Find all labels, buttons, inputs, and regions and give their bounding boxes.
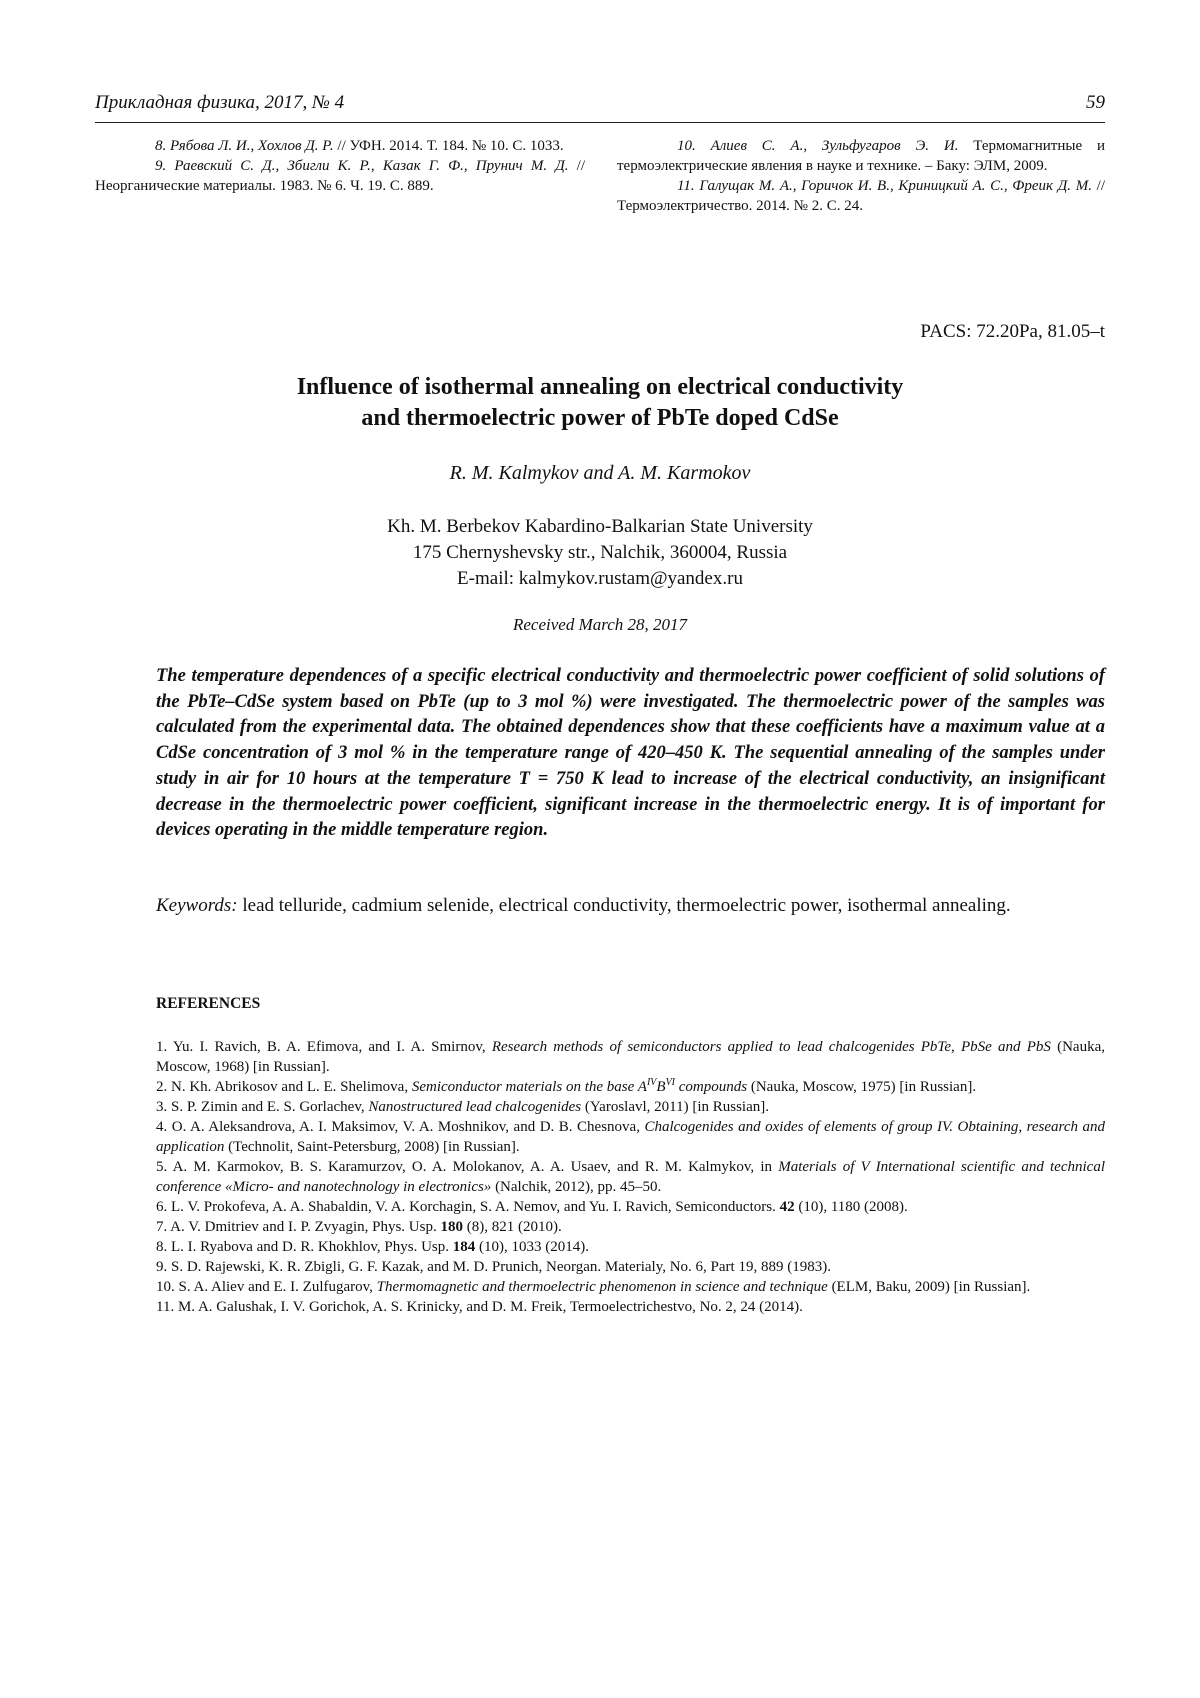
reference-authors: 8. Рябова Л. И., Хохлов Д. Р.: [155, 138, 334, 154]
page-number: 59: [1086, 92, 1105, 113]
running-head: [95, 92, 1105, 123]
reference-item: [156, 1037, 1105, 1077]
article-title-line: Influence of isothermal annealing on electrical conductivity: [296, 374, 904, 400]
reference-title: Chalcogenides and oxides of elements of group IV. Obtaining, research and application: [156, 1119, 1105, 1155]
reference-authors: 9. Раевский С. Д., Збигли К. Р., Казак Г. Ф., Прунич М. Д.: [155, 158, 569, 174]
reference-volume: 180: [440, 1219, 463, 1235]
reference-authors: 1. Yu. I. Ravich, B. A. Efimova, and I. A. Smirnov,: [156, 1039, 492, 1055]
reference-title-part: B: [656, 1079, 666, 1095]
affiliation-email: E-mail: kalmykov.rustam@yandex.ru: [457, 568, 743, 589]
reference-title: Research methods of semiconductors applied to lead chalcogenides PbTe, PbSe and PbS: [491, 1039, 1051, 1055]
reference-title-part: Semiconductor materials on the base A: [411, 1079, 647, 1095]
reference-item: 11. M. A. Galushak, I. V. Gorichok, A. S. Krinicky, and D. M. Freik, Termoelectrichestvo, No. 2, 24 (2014).: [156, 1299, 803, 1315]
reference-item: [156, 1077, 1105, 1097]
reference-authors: 3. S. P. Zimin and E. S. Gorlachev,: [156, 1099, 369, 1115]
affiliation-address: 175 Chernyshevsky str., Nalchik, 360004, Russia: [412, 542, 788, 563]
article-title: [120, 372, 1080, 434]
superscript: VI: [665, 1077, 676, 1088]
reference-source: // Неорганические материалы. 1983. № 6. Ч. 19. С. 889.: [95, 158, 585, 194]
affiliation: [200, 514, 1000, 592]
previous-reference-item: [617, 176, 1105, 216]
reference-title: [412, 1079, 747, 1095]
reference-authors: 10. Алиев С. А., Зульфугаров Э. И.: [677, 138, 959, 154]
reference-item: [156, 1197, 1105, 1217]
superscript: IV: [646, 1077, 657, 1088]
reference-authors: 8. L. I. Ryabova and D. R. Khokhlov, Phys. Usp.: [156, 1239, 453, 1255]
reference-item: [156, 1217, 1105, 1237]
references-heading: REFERENCES: [156, 995, 261, 1012]
reference-volume: 42: [779, 1199, 795, 1215]
reference-volume: 184: [452, 1239, 476, 1255]
reference-publisher: (Nauka, Moscow, 1975) [in Russian].: [747, 1079, 977, 1095]
reference-pages: (8), 821 (2010).: [462, 1219, 562, 1235]
reference-authors: 5. A. M. Karmokov, B. S. Karamurzov, O. A. Molokanov, A. A. Usaev, and R. M. Kalmykov, in: [156, 1159, 779, 1175]
reference-publisher: (Yaroslavl, 2011) [in Russian].: [581, 1099, 770, 1115]
reference-publisher: (Nalchik, 2012), pp. 45–50.: [491, 1179, 662, 1195]
reference-authors: 2. N. Kh. Abrikosov and L. E. Shelimova,: [156, 1079, 412, 1095]
reference-item: 9. S. D. Rajewski, K. R. Zbigli, G. F. Kazak, and M. D. Prunich, Neorgan. Materialy, No. 6, Part 19, 889 (1983).: [156, 1259, 831, 1275]
abstract: The temperature dependences of a specific electrical conductivity and thermoelectric power coefficient of solid solutions of the PbTe–CdSe system based on PbTe (up to 3 mol %) were investigated. The thermoelectric power of the samples was calculated from the experimental data. The obtained dependences show that these coefficients have a maximum value at a CdSe concentration of 3 mol % in the temperature range of 420–450 K. The sequential annealing of the samples under study in air for 10 hours at the temperature T = 750 K lead to increase of the electrical conductivity, an insignificant decrease in the thermoelectric power coefficient, significant increase in the thermoelectric energy. It is of important for devices operating in the middle temperature region.: [156, 666, 1105, 841]
reference-title: Nanostructured lead chalcogenides: [368, 1099, 582, 1115]
reference-authors: 6. L. V. Prokofeva, A. A. Shabaldin, V. A. Korchagin, S. A. Nemov, and Yu. I. Ravich, Semiconductors.: [156, 1199, 780, 1215]
previous-reference-item: [95, 136, 585, 156]
reference-item: [156, 1237, 1105, 1257]
reference-pages: (10), 1033 (2014).: [475, 1239, 589, 1255]
received-date: Received March 28, 2017: [512, 615, 688, 634]
reference-item: [156, 1117, 1105, 1157]
reference-item: [156, 1157, 1105, 1197]
reference-source: // Термоэлектричество. 2014. № 2. С. 24.: [617, 178, 1105, 214]
reference-authors: 4. O. A. Aleksandrova, A. I. Maksimov, V. A. Moshnikov, and D. B. Chesnova,: [156, 1119, 645, 1135]
reference-pages: (10), 1180 (2008).: [794, 1199, 908, 1215]
keywords: [156, 893, 1105, 919]
references-list: [156, 1037, 1105, 1317]
reference-publisher: (Nauka, Moscow, 1968) [in Russian].: [156, 1039, 1105, 1075]
reference-title-part: compounds: [675, 1079, 748, 1095]
reference-authors: 7. A. V. Dmitriev and I. P. Zvyagin, Phys. Usp.: [156, 1219, 441, 1235]
pacs-codes: PACS: 72.20Pa, 81.05–t: [920, 321, 1105, 342]
reference-source: Термомагнитные и термоэлектрические явления в науке и технике. – Баку: ЭЛМ, 2009.: [617, 138, 1105, 174]
previous-references-left-column: [95, 136, 585, 196]
reference-authors: 10. S. A. Aliev and E. I. Zulfugarov,: [156, 1279, 377, 1295]
reference-item: [156, 1277, 1105, 1297]
previous-reference-item: [95, 156, 585, 196]
affiliation-institution: Kh. M. Berbekov Kabardino-Balkarian State University: [387, 516, 813, 537]
reference-item: [156, 1097, 1105, 1117]
keywords-text: lead telluride, cadmium selenide, electrical conductivity, thermoelectric power, isothermal annealing.: [237, 895, 1011, 916]
reference-publisher: (Technolit, Saint-Petersburg, 2008) [in Russian].: [224, 1139, 520, 1155]
journal-name: Прикладная физика, 2017, № 4: [95, 92, 345, 113]
previous-references-right-column: [617, 136, 1105, 216]
keywords-label: Keywords:: [156, 895, 238, 916]
reference-publisher: (ELM, Baku, 2009) [in Russian].: [827, 1279, 1031, 1295]
reference-title: Thermomagnetic and thermoelectric phenomenon in science and technique: [376, 1279, 828, 1295]
article-title-line: and thermoelectric power of PbTe doped CdSe: [361, 405, 839, 431]
reference-title: Materials of V International scientific and technical conference «Micro- and nanotechnology in electronics»: [156, 1159, 1105, 1195]
previous-reference-item: [617, 136, 1105, 176]
article-authors: R. M. Kalmykov and A. M. Karmokov: [449, 462, 751, 484]
reference-authors: 11. Галущак М. А., Горичок И. В., Криницкий А. С., Фреик Д. М.: [677, 178, 1092, 194]
reference-source: // УФН. 2014. Т. 184. № 10. С. 1033.: [333, 138, 564, 154]
